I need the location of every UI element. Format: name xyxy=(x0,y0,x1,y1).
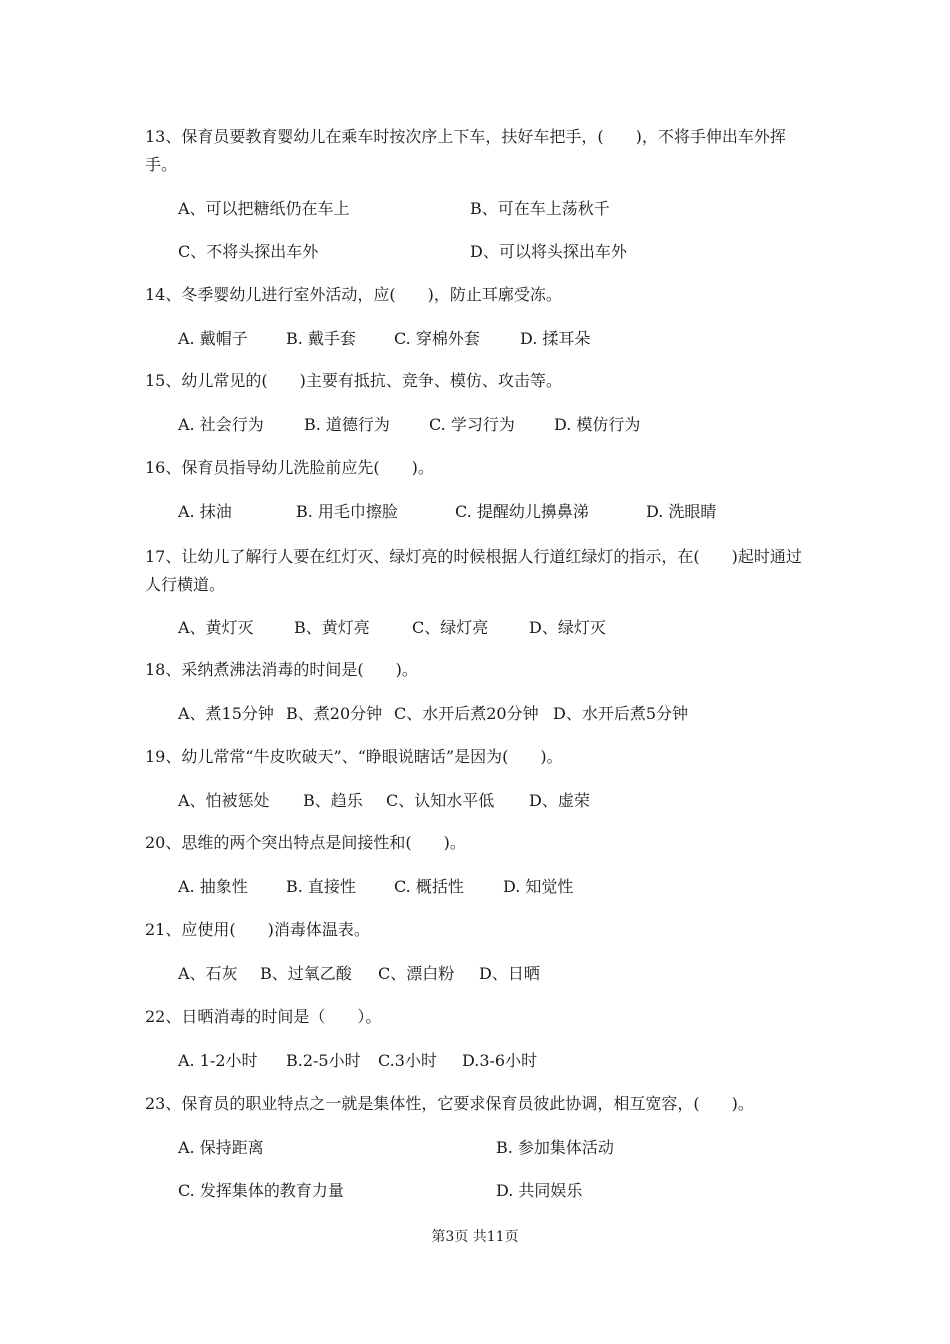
q19-option-a: A、怕被惩处 xyxy=(178,791,270,810)
question-19: 19、幼儿常常“牛皮吹破天”、“睁眼说瞎话”是因为( )。 xyxy=(145,747,563,766)
q16-option-b: B. 用毛巾擦脸 xyxy=(296,502,398,521)
q18-option-c: C、水开后煮20分钟 xyxy=(394,704,539,723)
q21-option-a: A、石灰 xyxy=(178,964,238,983)
question-15: 15、幼儿常见的( )主要有抵抗、竞争、模仿、攻击等。 xyxy=(145,371,562,390)
q23-option-a: A. 保持距离 xyxy=(178,1138,264,1157)
q19-option-b: B、趋乐 xyxy=(303,791,363,810)
q15-option-b: B. 道德行为 xyxy=(304,415,390,434)
q16-option-d: D. 洗眼睛 xyxy=(646,502,717,521)
q14-option-c: C. 穿棉外套 xyxy=(394,329,480,348)
question-14: 14、冬季婴幼儿进行室外活动，应( )，防止耳廓受冻。 xyxy=(145,285,562,304)
q19-option-d: D、虚荣 xyxy=(529,791,590,810)
q17-option-c: C、绿灯亮 xyxy=(412,618,489,637)
q20-option-b: B. 直接性 xyxy=(286,877,356,896)
q14-option-d: D. 揉耳朵 xyxy=(520,329,591,348)
q23-option-c: C. 发挥集体的教育力量 xyxy=(178,1181,344,1200)
q21-option-b: B、过氧乙酸 xyxy=(260,964,352,983)
q20-option-c: C. 概括性 xyxy=(394,877,464,896)
q23-option-d: D. 共同娱乐 xyxy=(496,1181,583,1200)
q19-option-c: C、认知水平低 xyxy=(386,791,495,810)
q18-option-a: A、煮15分钟 xyxy=(178,704,274,723)
q20-option-d: D. 知觉性 xyxy=(503,877,574,896)
q14-option-a: A. 戴帽子 xyxy=(178,329,248,348)
q13-option-d: D、可以将头探出车外 xyxy=(470,242,627,261)
q22-option-b: B.2-5小时 xyxy=(286,1051,361,1070)
page-number-footer: 第3页 共11页 xyxy=(431,1229,519,1245)
q13-option-c: C、不将头探出车外 xyxy=(178,242,319,261)
q13-option-a: A、可以把糖纸仍在车上 xyxy=(178,199,350,218)
q18-option-d: D、水开后煮5分钟 xyxy=(553,704,689,723)
q15-option-c: C. 学习行为 xyxy=(429,415,515,434)
question-17: 17、让幼儿了解行人要在红灯灭、绿灯亮的时候根据人行道红绿灯的指示，在( )起时通过人行横道。 xyxy=(145,547,802,594)
question-23: 23、保育员的职业特点之一就是集体性，它要求保育员彼此协调，相互宽容，( )。 xyxy=(145,1094,754,1113)
question-13: 13、保育员要教育婴幼儿在乘车时按次序上下车，扶好车把手，( )，不将手伸出车外挥手。 xyxy=(145,127,786,174)
question-21: 21、应使用( )消毒体温表。 xyxy=(145,920,370,939)
q21-option-d: D、日晒 xyxy=(479,964,540,983)
q21-option-c: C、漂白粉 xyxy=(378,964,455,983)
q17-option-d: D、绿灯灭 xyxy=(529,618,606,637)
q23-option-b: B. 参加集体活动 xyxy=(496,1138,614,1157)
q13-option-b: B、可在车上荡秋千 xyxy=(470,199,610,218)
question-22: 22、日晒消毒的时间是（ ）。 xyxy=(145,1007,382,1026)
q18-option-b: B、煮20分钟 xyxy=(286,704,383,723)
q22-option-c: C.3小时 xyxy=(378,1051,437,1070)
question-20: 20、思维的两个突出特点是间接性和( )。 xyxy=(145,833,466,852)
question-18: 18、采纳煮沸法消毒的时间是( )。 xyxy=(145,660,418,679)
q17-option-a: A、黄灯灭 xyxy=(178,618,254,637)
q22-option-a: A. 1-2小时 xyxy=(178,1051,258,1070)
q20-option-a: A. 抽象性 xyxy=(178,877,248,896)
question-16: 16、保育员指导幼儿洗脸前应先( )。 xyxy=(145,458,434,477)
q15-option-a: A. 社会行为 xyxy=(178,415,264,434)
q16-option-a: A. 抹油 xyxy=(178,502,232,521)
q14-option-b: B. 戴手套 xyxy=(286,329,356,348)
q16-option-c: C. 提醒幼儿擤鼻涕 xyxy=(455,502,589,521)
q17-option-b: B、黄灯亮 xyxy=(294,618,370,637)
q15-option-d: D. 模仿行为 xyxy=(554,415,641,434)
q22-option-d: D.3-6小时 xyxy=(462,1051,538,1070)
